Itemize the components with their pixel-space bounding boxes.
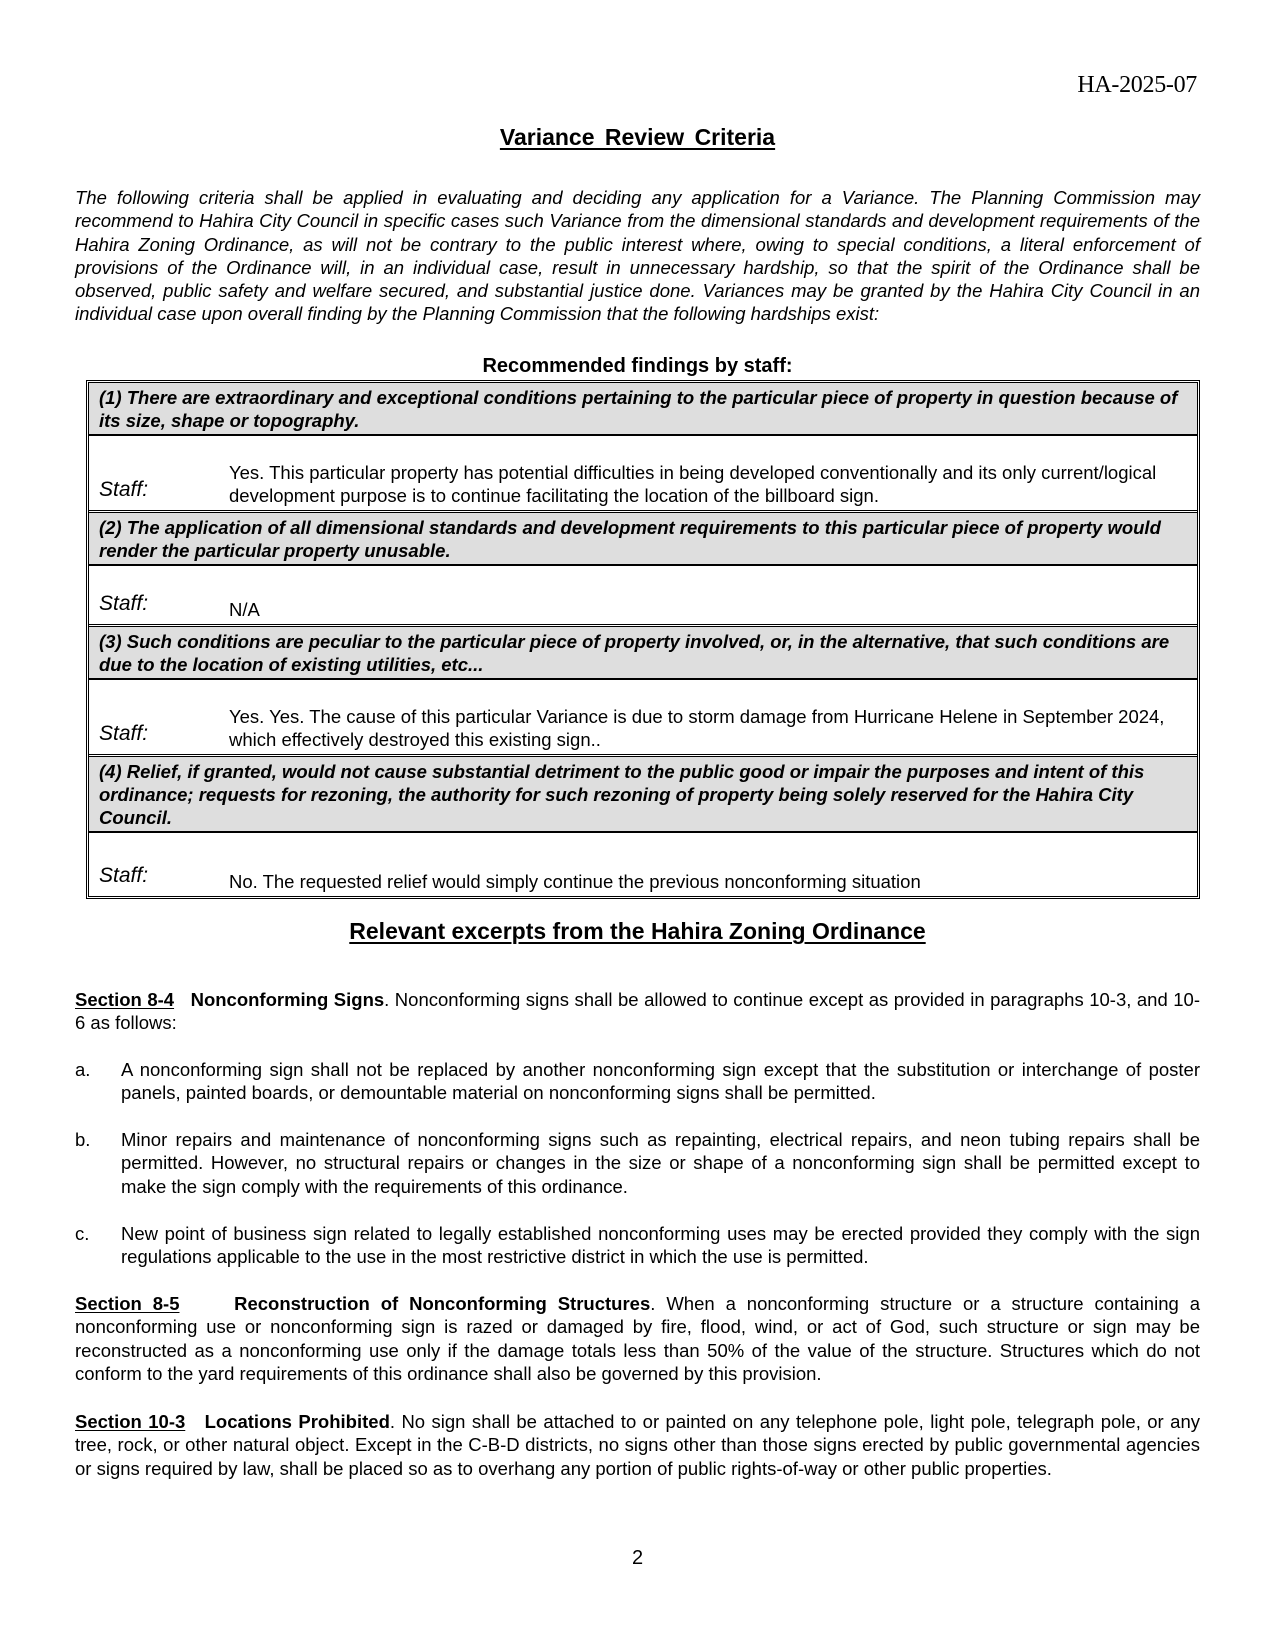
document-id: HA-2025-07 [1077, 72, 1197, 98]
section-text: . Nonconforming signs shall be allowed to continue except as provided in paragraphs 10-3, and 10-6 as follows: [75, 989, 1200, 1034]
staff-finding-cell [89, 436, 1197, 513]
staff-label: Staff: [99, 864, 149, 887]
page-number: 2 [631, 1547, 644, 1569]
staff-finding-text: Yes. Yes. The cause of this particular Variance is due to storm damage from Hurricane Helene in September 2024, which effectively destroyed this existing sign.. [229, 706, 1165, 750]
criterion-text: (4) Relief, if granted, would not cause substantial detriment to the public good or impair the purposes and intent of this ordinance; requests for rezoning, the authority for such rezoning of property being solely reserved for the Hahira City Council. [89, 757, 1197, 833]
staff-label: Staff: [99, 592, 149, 615]
criteria-table [86, 380, 1200, 899]
staff-label: Staff: [99, 478, 149, 501]
staff-label: Staff: [99, 722, 149, 745]
criterion-text: (1) There are extraordinary and exceptional conditions pertaining to the particular piece of property in question because of its size, shape or topography. [89, 383, 1197, 436]
variance-criteria-title [0, 124, 1275, 151]
variance-intro-paragraph: The following criteria shall be applied in evaluating and deciding any application for a Variance. The Planning Commission may recommend to Hahira City Council in specific cases such Variance from the dimensional standards and development requirements of the Hahira Zoning Ordinance, as will not be contrary to the public interest where, owing to special conditions, a literal enforcement of provisions of the Ordinance will, in an individual case, result in unnecessary hardship, so that the spirit of the Ordinance shall be observed, public safety and welfare secured, and substantial justice done. Variances may be granted by the Hahira City Council in an individual case upon overall finding by the Planning Commission that the following hardships exist: [75, 187, 1200, 325]
criterion-row-3 [89, 627, 1197, 757]
criterion-row-2 [89, 513, 1197, 627]
list-item-a [75, 1058, 1200, 1105]
criterion-text: (2) The application of all dimensional standards and development requirements to this particular piece of property would render the particular property unusable. [89, 513, 1197, 566]
staff-finding-cell [89, 566, 1197, 627]
list-text: New point of business sign related to legally established nonconforming uses may be erected provided they comply with the sign regulations applicable to the use in the most restrictive district in which the use is permitted. [121, 1223, 1200, 1268]
excerpts-title [0, 918, 1275, 945]
section-number: Section 8-4 [75, 989, 175, 1010]
list-letter: a. [75, 1059, 91, 1080]
staff-finding-text: No. The requested relief would simply continue the previous nonconforming situation [229, 871, 921, 892]
section-title: Nonconforming Signs [190, 989, 385, 1010]
staff-finding-text: Yes. This particular property has potential difficulties in being developed conventionally and its only current/logical development purpose is to continue facilitating the location of the billboard sign. [229, 462, 1157, 506]
list-text: Minor repairs and maintenance of nonconforming signs such as repainting, electrical repairs, and neon tubing repairs shall be permitted. However, no structural repairs or changes in the size or shape of a nonconforming sign shall be permitted except to make the sign comply with the requirements of this ordinance. [121, 1129, 1200, 1197]
variance-criteria-title-text: Variance Review Criteria [499, 124, 776, 150]
staff-finding-cell [89, 680, 1197, 757]
criterion-row-4 [89, 757, 1197, 896]
list-text: A nonconforming sign shall not be replaced by another nonconforming sign except that the substitution or interchange of poster panels, painted boards, or demountable material on nonconforming signs shall be permitted. [121, 1059, 1200, 1104]
section-text: . When a nonconforming structure or a structure containing a nonconforming use or nonconforming sign is razed or damaged by fire, flood, wind, or act of God, such structure or sign may be reconstructed as a nonconforming use only if the damage totals less than 50% of the value of the structure. Structures which do not conform to the yard requirements of this ordinance shall also be governed by this provision. [75, 1293, 1200, 1384]
staff-finding-text: N/A [229, 599, 260, 620]
criterion-row-1 [89, 383, 1197, 513]
section-8-5-paragraph [75, 1292, 1200, 1385]
staff-finding-cell [89, 833, 1197, 896]
section-number: Section 8-5 [75, 1293, 180, 1314]
section-10-3-paragraph [75, 1410, 1200, 1480]
section-8-4-paragraph [75, 988, 1200, 1035]
section-number: Section 10-3 [75, 1411, 186, 1432]
list-letter: c. [75, 1223, 90, 1244]
section-title: Reconstruction of Nonconforming Structures [234, 1293, 651, 1314]
criterion-text: (3) Such conditions are peculiar to the particular piece of property involved, or, in the alternative, that such conditions are due to the location of existing utilities, etc... [89, 627, 1197, 680]
list-item-c [75, 1222, 1200, 1269]
list-item-b [75, 1128, 1200, 1198]
section-text: . No sign shall be attached to or painted on any telephone pole, light pole, telegraph pole, or any tree, rock, or other natural object. Except in the C-B-D districts, no signs other than those signs erected by public governmental agencies or signs required by law, shall be placed so as to overhang any portion of public rights-of-way or other public properties. [75, 1411, 1200, 1479]
section-title: Locations Prohibited [204, 1411, 390, 1432]
excerpts-title-text: Relevant excerpts from the Hahira Zoning Ordinance [349, 918, 926, 944]
findings-heading: Recommended findings by staff: [482, 355, 793, 377]
list-letter: b. [75, 1129, 91, 1150]
